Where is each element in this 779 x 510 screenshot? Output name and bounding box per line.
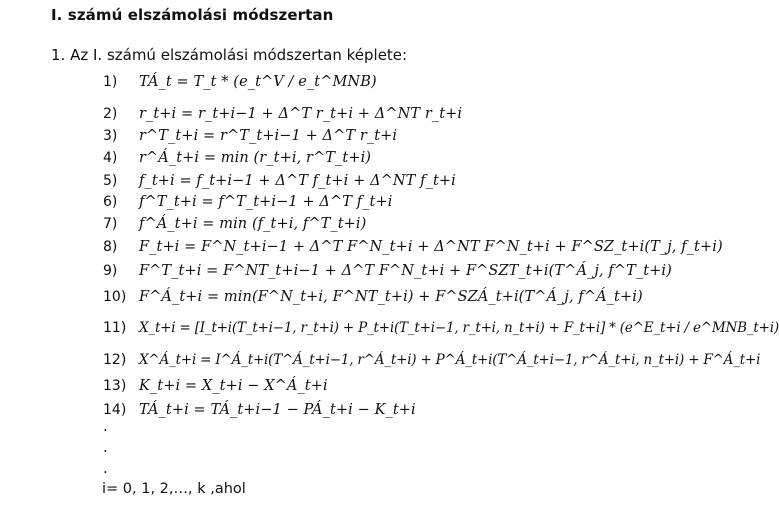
formula-row — [103, 70, 377, 94]
formula-number: 2) — [103, 106, 118, 122]
formula-expression: r^T_t+i = r^T_t+i−1 + Δ^T r_t+i — [139, 128, 398, 144]
formula-row — [103, 190, 392, 214]
formula-number: 13) — [103, 378, 127, 394]
formula-expression: TÁ_t+i = TÁ_t+i−1 − PÁ_t+i − K_t+i — [139, 402, 416, 418]
formula-row — [103, 212, 366, 236]
formula-row — [103, 316, 779, 340]
formula-number: 11) — [103, 320, 127, 336]
formula-number: 14) — [103, 402, 127, 418]
formula-expression: TÁ_t = T_t * (e_t^V / e_t^MNB) — [139, 74, 377, 90]
section-heading: 1. Az I. számú elszámolási módszertan képlete: — [51, 46, 408, 64]
formula-number: 10) — [103, 289, 127, 305]
formula-row — [103, 348, 760, 372]
index-definition: i= 0, 1, 2,…, k ,ahol — [102, 481, 246, 497]
formula-expression: f^Á_t+i = min (f_t+i, f^T_t+i) — [139, 216, 367, 232]
formula-number: 9) — [103, 263, 118, 279]
formula-row — [103, 398, 416, 422]
formula-expression: F^T_t+i = F^NT_t+i−1 + Δ^T F^N_t+i + F^SZT_t+i(T^Á_j, f^T_t+i) — [139, 263, 672, 279]
formula-row — [103, 259, 672, 283]
formula-row — [103, 374, 328, 398]
formula-expression: K_t+i = X_t+i − X^Á_t+i — [139, 378, 328, 394]
formula-expression: f^T_t+i = f^T_t+i−1 + Δ^T f_t+i — [139, 194, 393, 210]
formula-expression: r_t+i = r_t+i−1 + Δ^T r_t+i + Δ^NT r_t+i — [139, 106, 463, 122]
formula-expression: X^Á_t+i = I^Á_t+i(T^Á_t+i−1, r^Á_t+i) + P^Á_t+i(T^Á_t+i−1, r^Á_t+i, n_t+i) + F^Á_t+i — [139, 352, 761, 368]
formula-row — [103, 146, 371, 170]
formula-number: 7) — [103, 216, 118, 232]
ellipsis-dot: . — [103, 459, 108, 477]
formula-number: 3) — [103, 128, 118, 144]
formula-number: 4) — [103, 150, 118, 166]
formula-row — [103, 285, 643, 309]
page-title: I. számú elszámolási módszertan — [51, 6, 334, 24]
formula-number: 8) — [103, 239, 118, 255]
formula-expression: r^Á_t+i = min (r_t+i, r^T_t+i) — [139, 150, 372, 166]
formula-number: 12) — [103, 352, 127, 368]
formula-number: 5) — [103, 173, 118, 189]
ellipsis-dot: . — [103, 417, 108, 435]
formula-number: 6) — [103, 194, 118, 210]
formula-expression: F^Á_t+i = min(F^N_t+i, F^NT_t+i) + F^SZÁ_t+i(T^Á_j, f^Á_t+i) — [139, 289, 643, 305]
formula-expression: f_t+i = f_t+i−1 + Δ^T f_t+i + Δ^NT f_t+i — [139, 173, 456, 189]
formula-row — [103, 235, 723, 259]
formula-row — [103, 124, 397, 148]
formula-number: 1) — [103, 74, 118, 90]
ellipsis-dot: . — [103, 438, 108, 456]
formula-expression: X_t+i = [I_t+i(T_t+i−1, r_t+i) + P_t+i(T_t+i−1, r_t+i, n_t+i) + F_t+i] * (e^E_t+i / e^MNB_t+i) — [139, 320, 779, 336]
formula-row — [103, 102, 462, 126]
formula-expression: F_t+i = F^N_t+i−1 + Δ^T F^N_t+i + Δ^NT F^N_t+i + F^SZ_t+i(T_j, f_t+i) — [139, 239, 723, 255]
